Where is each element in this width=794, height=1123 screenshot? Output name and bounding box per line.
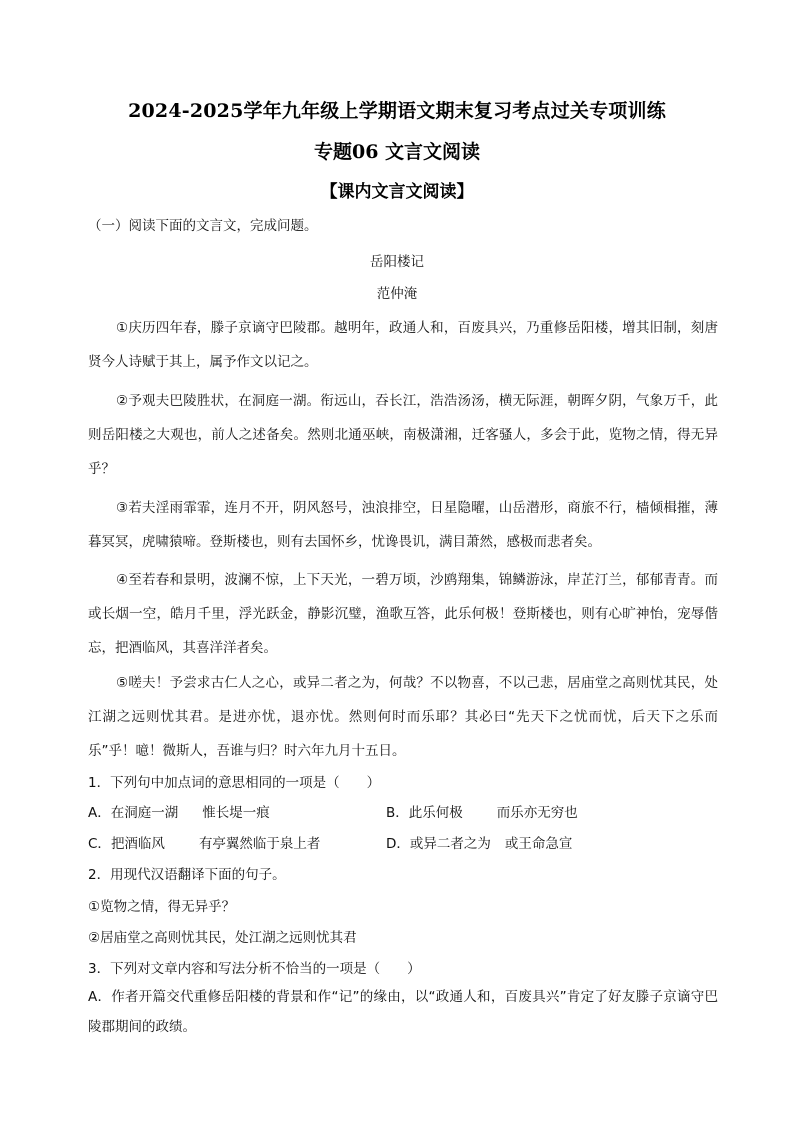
- essay-author: 范仲淹: [376, 286, 418, 302]
- reading-instruction: （一）阅读下面的文言文，完成问题。: [88, 218, 318, 234]
- option-b-label: B．: [386, 805, 409, 821]
- question-2-stem: 2．用现代汉语翻译下面的句子。: [88, 867, 286, 883]
- option-b-right: 而乐亦无穷也: [496, 805, 578, 821]
- essay-paragraph-1: ①庆历四年春，滕子京谪守巴陵郡。越明年，政通人和，百废具兴，乃重修岳阳楼，增其旧制，刻唐贤今人诗赋于其上，属予作文以记之。: [88, 320, 718, 370]
- essay-paragraph-3: ③若夫淫雨霏霏，连月不开，阴风怒号，浊浪排空，日星隐曜，山岳潜形，商旅不行，樯倾楫摧，薄暮冥冥，虎啸猿啼。登斯楼也，则有去国怀乡，忧谗畏讥，满目萧然，感极而悲者矣。: [88, 500, 718, 550]
- question-1-option-c: [88, 832, 320, 852]
- essay-paragraph-5: ⑤嗟夫！予尝求古仁人之心，或异二者之为，何哉？不以物喜，不以己悲，居庙堂之高则忧其民，处江湖之远则忧其君。是进亦忧，退亦忧。然则何时而乐耶？其必曰“先天下之忧而忧，后天下之乐而乐”乎！噫！微斯人，吾谁与归？时六年九月十五日。: [88, 675, 718, 759]
- essay-paragraph-2: ②予观夫巴陵胜状，在洞庭一湖。衔远山，吞长江，浩浩汤汤，横无际涯，朝晖夕阴，气象万千，此则岳阳楼之大观也，前人之述备矣。然则北通巫峡，南极潇湘，迁客骚人，多会于此，览物之情，得无异乎？: [88, 393, 718, 477]
- essay-paragraph-4: ④至若春和景明，波澜不惊，上下天光，一碧万顷，沙鸥翔集，锦鳞游泳，岸芷汀兰，郁郁青青。而或长烟一空，皓月千里，浮光跃金，静影沉璧，渔歌互答，此乐何极！登斯楼也，则有心旷神怡，宠辱偕忘，把酒临风，其喜洋洋者矣。: [88, 572, 718, 656]
- question-2-item-2: ②居庙堂之高则忧其民，处江湖之远则忧其君: [88, 930, 357, 946]
- option-b-left: 此乐何极: [408, 805, 463, 821]
- question-1-stem: 1．下列句中加点词的意思相同的一项是（ ）: [88, 775, 381, 791]
- section-title: 【课内文言文阅读】: [320, 182, 474, 202]
- option-d-label: D．: [386, 836, 410, 852]
- question-1-option-a: [88, 801, 270, 821]
- option-d-right: 或王命急宣: [504, 836, 573, 852]
- question-1-option-d: [386, 832, 572, 852]
- question-3-option-a: A．作者开篇交代重修岳阳楼的背景和作“记”的缘由，以“政通人和，百废具兴”肯定了好友滕子京谪守巴陵郡期间的政绩。: [88, 989, 718, 1035]
- main-title: 2024-2025学年九年级上学期语文期末复习考点过关专项训练: [128, 100, 666, 122]
- option-a-right: 惟长堤一痕: [202, 805, 270, 821]
- question-1-option-b: [386, 801, 578, 821]
- option-c-right: 有亭翼然临于泉上者: [198, 836, 321, 852]
- option-d-left: 或异二者之为: [409, 836, 491, 852]
- question-3-stem: 3．下列对文章内容和写法分析不恰当的一项是（ ）: [88, 961, 421, 977]
- option-c-label: C．: [88, 836, 111, 852]
- sub-title: 专题06 文言文阅读: [313, 141, 481, 163]
- essay-title: 岳阳楼记: [370, 254, 424, 270]
- option-a-label: A．: [88, 805, 111, 821]
- question-2-item-1: ①览物之情，得无异乎？: [88, 899, 236, 915]
- option-c-left: 把酒临风: [110, 836, 165, 852]
- option-a-left: 在洞庭一湖: [110, 805, 179, 821]
